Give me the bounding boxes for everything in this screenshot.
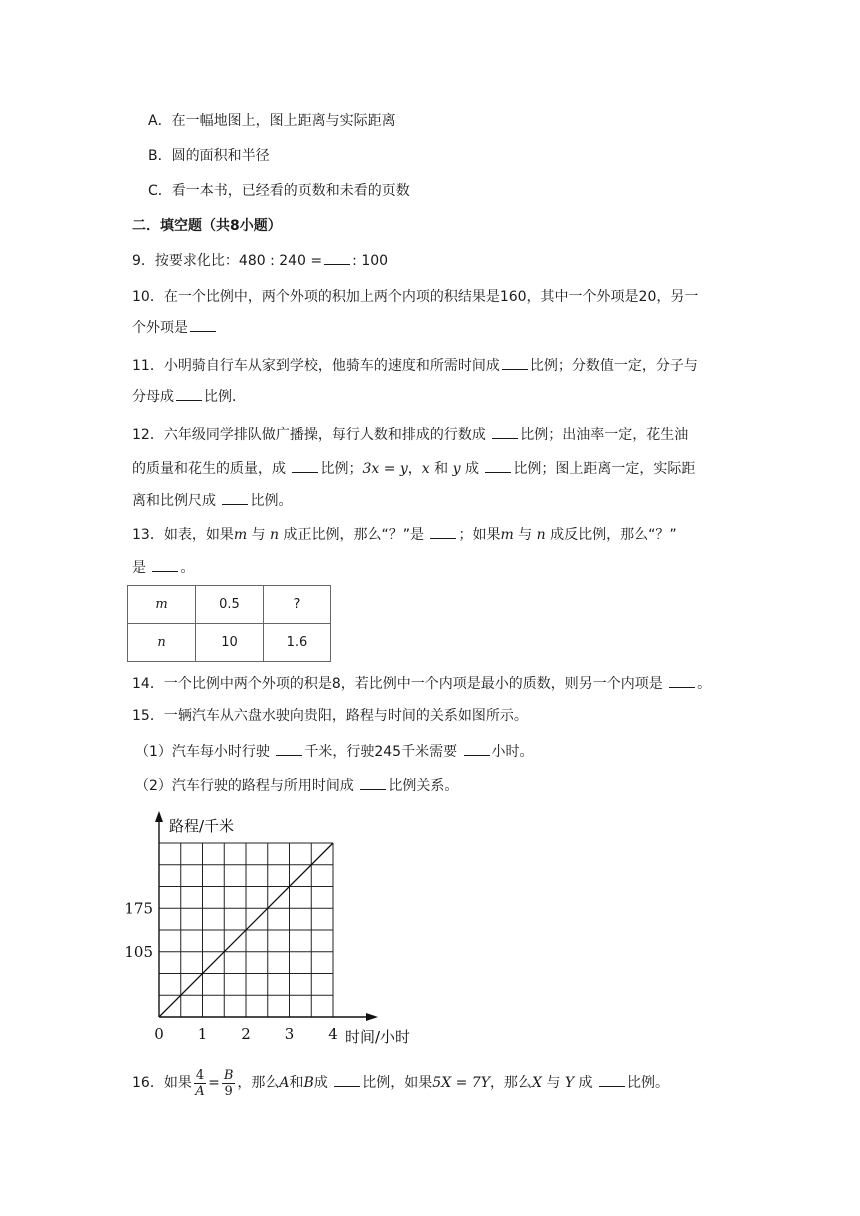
q12-text-a: 12．六年级同学排队做广播操，每行人数和排成的行数成 [132,427,491,443]
fraction-b-over-9 [222,1068,236,1099]
table-cell: 0.5 [196,586,264,624]
q16-var-y: Y [564,1075,575,1091]
x-tick-label: 4 [328,1025,338,1043]
q12-blank-4 [222,490,248,505]
q12-cheng: 成 [460,461,484,477]
q12-blank-3 [485,458,511,473]
q16-text-f: 成 [574,1075,597,1091]
fraction-denominator: 9 [224,1083,233,1099]
q16-blank-1 [334,1072,360,1087]
q11-text-b: 比例；分数值一定，分子与 [529,358,698,374]
q13-yu: 与 [247,527,271,543]
question-13-line2 [132,557,194,578]
q9-blank [324,250,350,265]
q16-equals: = [208,1075,220,1091]
y-tick-label: 105 [124,942,153,961]
question-12-line3 [132,490,292,511]
x-tick-label: 2 [241,1025,251,1043]
q12-he: 和 [429,461,453,477]
q12-blank-2 [292,458,318,473]
question-15-part2 [135,775,458,796]
q14-text-b: 。 [697,676,712,692]
q14-blank [669,673,695,688]
q12-blank-1 [492,424,518,439]
question-10-line1: 10．在一个比例中，两个外项的积加上两个内项的积结果是160，其中一个外项是20，另一 [132,289,699,305]
q13-var-n2: n [536,527,546,543]
question-13-line1 [132,524,677,545]
option-c: C．看一本书，已经看的页数和未看的页数 [148,183,410,199]
question-11-line1 [132,355,698,376]
fraction-denominator: A [195,1083,205,1099]
option-a: A．在一幅地图上，图上距离与实际距离 [148,113,396,129]
q16-text-c: 成 [313,1075,333,1091]
table-row [128,586,331,624]
q15-p2-b: 比例关系。 [388,778,459,794]
question-15-stem: 15．一辆汽车从六盘水驶向贵阳，路程与时间的关系如图所示。 [132,708,528,724]
q16-var-b: B [303,1075,314,1091]
q13-var-n: n [270,527,280,543]
chart-labels [124,817,410,1046]
table-cell: ? [264,586,331,624]
q13-text-d: 成反比例，那么“？” [545,527,677,543]
q12-text-e: 比例；图上距离一定，实际距 [513,461,696,477]
question-11-line2 [132,386,246,407]
q16-text-g: 比例。 [626,1075,669,1091]
q15-p1-b: 千米，行驶245千米需要 [304,744,462,760]
q11-text-c: 分母成 [132,389,174,405]
q11-text-a: 11．小明骑自行车从家到学校，他骑车的速度和所需时间成 [132,358,500,374]
q13-text-f: 。 [180,560,195,576]
table-cell: 1.6 [264,624,331,662]
q13-var-m: m [233,527,248,543]
q15-blank-2 [464,741,490,756]
q10-line2-text: 个外项是 [132,320,188,336]
x-axis-label: 时间/小时 [345,1028,411,1046]
q9-text: 9．按要求化比：480 : 240 = [132,253,323,269]
fraction-numerator: 4 [195,1067,205,1083]
q14-text-a: 14．一个比例中两个外项的积是8，若比例中一个内项是最小的质数，则另一个内项是 [132,676,668,692]
x-tick-label: 0 [154,1025,164,1043]
q16-text-d: 比例，如果 [362,1075,433,1091]
q16-equation: 5X = 7Y [432,1075,490,1091]
q16-yu: 与 [541,1075,565,1091]
question-15-part1 [135,741,534,762]
q15-p1-a: （1）汽车每小时行驶 [135,744,275,760]
q16-text-a: 16．如果 [132,1075,192,1091]
question-16 [132,1066,669,1100]
q12-var-x: x [421,461,430,477]
x-tick-label: 3 [284,1025,295,1043]
q16-he: 和 [289,1075,304,1091]
fraction-numerator: B [223,1067,234,1083]
q16-var-a: A [279,1075,290,1091]
q12-var-y: y [452,461,461,477]
q11-text-d: 比例． [204,389,246,405]
q12-text-c: 的质量和花生的质量，成 [132,461,291,477]
table-row-label: n [128,624,196,662]
q12-text-b: 比例；出油率一定，花生油 [520,427,689,443]
y-axis-label: 路程/千米 [169,817,235,835]
q13-yu2: 与 [513,527,537,543]
q16-text-b: ，那么 [237,1075,280,1091]
question-12-line1 [132,424,688,445]
q13-text-c: ；如果 [458,527,501,543]
q13-text-e: 是 [132,560,151,576]
q13-text-a: 13．如表，如果 [132,527,234,543]
x-axis-arrow-icon [366,1013,378,1021]
q11-blank-2 [176,386,202,401]
section-title: 二．填空题（共8小题） [132,218,282,234]
q13-blank-1 [430,524,456,539]
q15-p1-c: 小时。 [491,744,534,760]
y-tick-label: 175 [124,899,153,918]
q12-text-g: 比例。 [250,493,293,509]
q12-text-f: 离和比例尺成 [132,493,221,509]
table-row [128,624,331,662]
q10-blank [190,317,216,332]
q13-blank-2 [152,557,178,572]
q13-text-b: 成正比例，那么“？”是 [279,527,429,543]
question-12-line2 [132,458,695,479]
q16-text-e: ，那么 [489,1075,532,1091]
x-tick-label: 1 [197,1025,208,1043]
table-row-label: m [128,586,196,624]
q15-p2-a: （2）汽车行驶的路程与所用时间成 [135,778,359,794]
q15-blank-1 [276,741,302,756]
q16-var-x: X [531,1075,542,1091]
q16-blank-2 [599,1072,625,1087]
question-14 [132,673,711,694]
q12-equation: 3x = y [362,461,408,477]
q9-tail: : 100 [352,253,389,269]
question-9 [132,250,388,271]
table-cell: 10 [196,624,264,662]
y-axis-arrow-icon [155,811,163,822]
fraction-4-over-a [194,1068,206,1099]
q15-blank-3 [360,775,386,790]
q12-comma: ， [407,461,422,477]
q13-var-m2: m [500,527,514,543]
q12-text-d: 比例； [320,461,363,477]
q11-blank-1 [502,355,528,370]
distance-time-chart [124,808,440,1068]
question-10-line2 [132,317,218,338]
option-b: B．圆的面积和半径 [148,148,270,164]
mn-table [127,585,331,662]
